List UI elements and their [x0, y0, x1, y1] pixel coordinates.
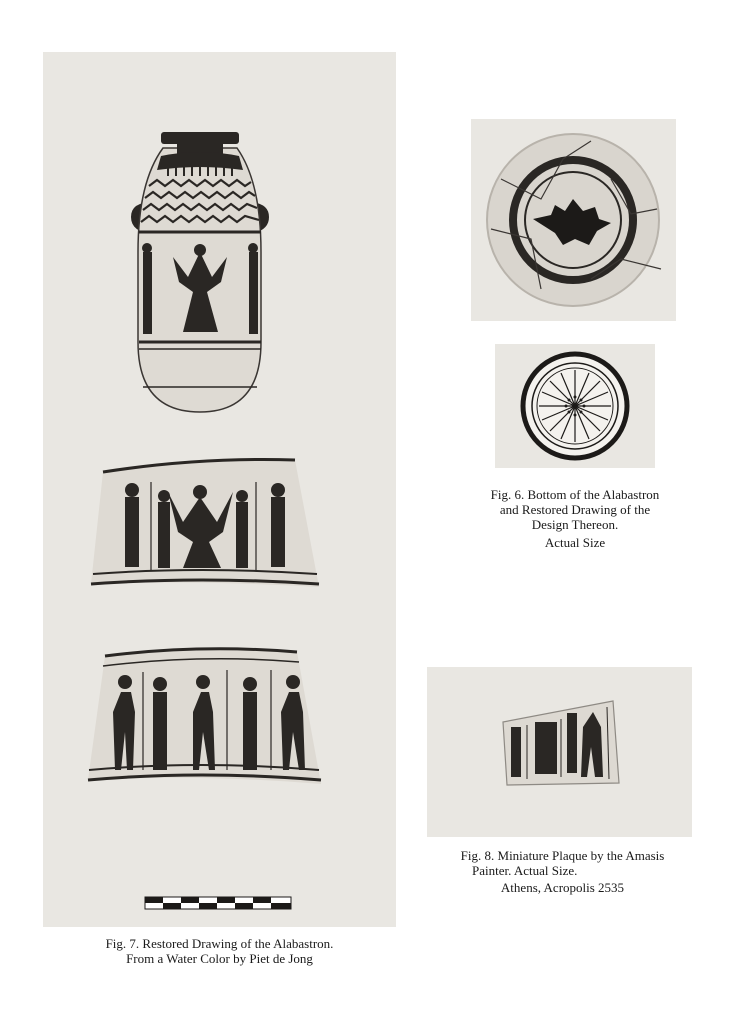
fig7-caption: [43, 936, 396, 966]
restored-rosette-drawing: [495, 344, 655, 468]
fig8-caption-line3: Athens, Acropolis 2535: [500, 880, 625, 895]
fig8-caption: [420, 848, 705, 895]
alabastron-bottom-photo: [471, 119, 676, 321]
fig6-caption: [440, 487, 710, 550]
fig8-caption-line2: Painter. Actual Size.: [472, 863, 578, 878]
fig6-caption-line3: Design Thereon.: [531, 517, 619, 532]
fig7-caption-line1: Fig. 7. Restored Drawing of the Alabastron.: [105, 936, 334, 951]
fig7-caption-line2: From a Water Color by Piet de Jong: [126, 951, 313, 966]
fig8-caption-line1: Fig. 8. Miniature Plaque by the Amasis: [460, 848, 665, 863]
fig6-caption-line1: Fig. 6. Bottom of the Alabastron: [490, 487, 660, 502]
miniature-plaque-photo: [427, 667, 692, 837]
fig6-caption-line2: and Restored Drawing of the: [499, 502, 651, 517]
alabastron-drawing: [43, 52, 396, 927]
fig6-caption-line4: Actual Size: [544, 535, 606, 550]
